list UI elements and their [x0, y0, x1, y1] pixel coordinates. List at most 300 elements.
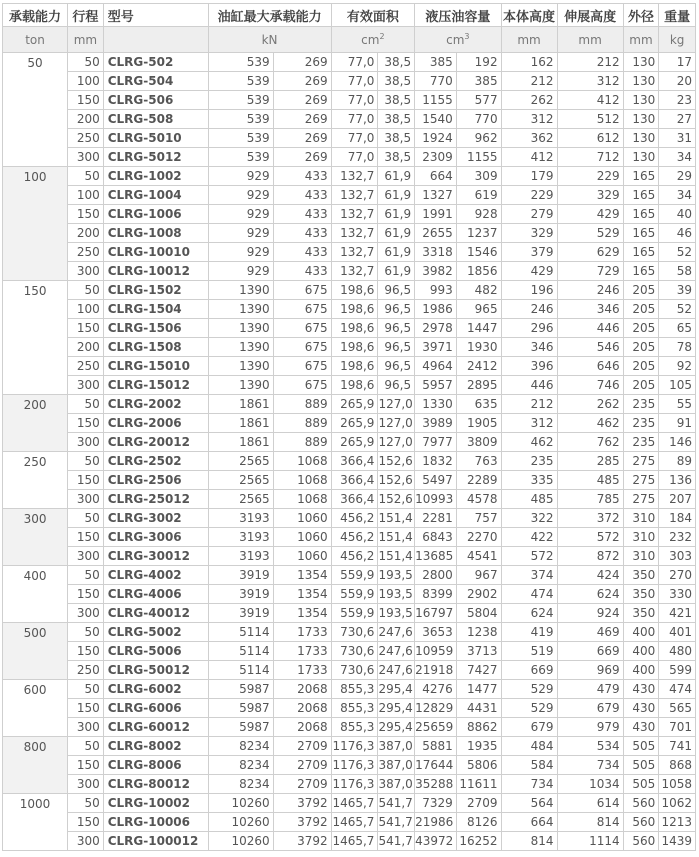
closed-height-cell: 446	[501, 376, 557, 395]
outer-dia-cell: 130	[623, 129, 659, 148]
unit-oil	[415, 27, 502, 53]
stroke-cell: 150	[68, 205, 104, 224]
capacity-cell: 250	[3, 452, 68, 509]
area-pull-cell: 247,6	[378, 661, 415, 680]
closed-height-cell: 669	[501, 661, 557, 680]
weight-cell: 741	[659, 737, 696, 756]
stroke-cell: 150	[68, 642, 104, 661]
closed-height-cell: 734	[501, 775, 557, 794]
area-pull-cell: 61,9	[378, 205, 415, 224]
closed-height-cell: 519	[501, 642, 557, 661]
oil-pull-cell: 967	[456, 566, 501, 585]
oil-pull-cell: 1930	[456, 338, 501, 357]
closed-height-cell: 329	[501, 224, 557, 243]
area-pull-cell: 61,9	[378, 262, 415, 281]
oil-push-cell: 6843	[415, 528, 457, 547]
outer-dia-cell: 430	[623, 699, 659, 718]
area-push-cell: 198,6	[331, 281, 378, 300]
outer-dia-cell: 560	[623, 813, 659, 832]
header-row	[3, 4, 696, 27]
outer-dia-cell: 165	[623, 186, 659, 205]
outer-dia-cell: 430	[623, 718, 659, 737]
closed-height-cell: 379	[501, 243, 557, 262]
max-load-pull-cell: 269	[273, 110, 331, 129]
area-pull-cell: 38,5	[378, 72, 415, 91]
weight-cell: 868	[659, 756, 696, 775]
weight-cell: 31	[659, 129, 696, 148]
closed-height-cell: 679	[501, 718, 557, 737]
header-oil: 液压油容量	[415, 4, 502, 27]
max-load-push-cell: 929	[208, 167, 273, 186]
stroke-cell: 50	[68, 281, 104, 300]
max-load-push-cell: 539	[208, 148, 273, 167]
weight-cell: 46	[659, 224, 696, 243]
stroke-cell: 300	[68, 433, 104, 452]
stroke-cell: 300	[68, 262, 104, 281]
table-row	[3, 680, 696, 699]
max-load-pull-cell: 1733	[273, 623, 331, 642]
oil-pull-cell: 8126	[456, 813, 501, 832]
capacity-cell: 200	[3, 395, 68, 452]
table-row	[3, 699, 696, 718]
oil-push-cell: 17644	[415, 756, 457, 775]
closed-height-cell: 396	[501, 357, 557, 376]
area-pull-cell: 193,5	[378, 585, 415, 604]
outer-dia-cell: 275	[623, 452, 659, 471]
stroke-cell: 250	[68, 357, 104, 376]
oil-pull-cell: 309	[456, 167, 501, 186]
oil-pull-cell: 7427	[456, 661, 501, 680]
table-row	[3, 452, 696, 471]
area-push-cell: 1465,7	[331, 794, 378, 813]
stroke-cell: 300	[68, 604, 104, 623]
header-model: 型号	[103, 4, 208, 27]
stroke-cell: 150	[68, 756, 104, 775]
max-load-push-cell: 10260	[208, 832, 273, 851]
weight-cell: 92	[659, 357, 696, 376]
max-load-pull-cell: 433	[273, 243, 331, 262]
max-load-push-cell: 539	[208, 91, 273, 110]
max-load-pull-cell: 2068	[273, 718, 331, 737]
max-load-push-cell: 8234	[208, 756, 273, 775]
extended-height-cell: 529	[557, 224, 623, 243]
extended-height-cell: 746	[557, 376, 623, 395]
model-cell: CLRG-8006	[103, 756, 208, 775]
oil-push-cell: 385	[415, 53, 457, 72]
model-cell: CLRG-6006	[103, 699, 208, 718]
extended-height-cell: 312	[557, 72, 623, 91]
oil-pull-cell: 4431	[456, 699, 501, 718]
weight-cell: 565	[659, 699, 696, 718]
oil-push-cell: 21918	[415, 661, 457, 680]
max-load-push-cell: 1390	[208, 338, 273, 357]
table-row	[3, 414, 696, 433]
max-load-push-cell: 1861	[208, 414, 273, 433]
weight-cell: 55	[659, 395, 696, 414]
area-pull-cell: 151,4	[378, 547, 415, 566]
oil-pull-cell: 3713	[456, 642, 501, 661]
max-load-pull-cell: 1068	[273, 452, 331, 471]
max-load-pull-cell: 675	[273, 281, 331, 300]
area-pull-cell: 193,5	[378, 566, 415, 585]
closed-height-cell: 346	[501, 338, 557, 357]
oil-push-cell: 2281	[415, 509, 457, 528]
table-row	[3, 281, 696, 300]
oil-push-cell: 1540	[415, 110, 457, 129]
capacity-cell: 100	[3, 167, 68, 281]
max-load-pull-cell: 1060	[273, 528, 331, 547]
oil-pull-cell: 1905	[456, 414, 501, 433]
weight-cell: 136	[659, 471, 696, 490]
oil-pull-cell: 962	[456, 129, 501, 148]
area-push-cell: 265,9	[331, 414, 378, 433]
model-cell: CLRG-15012	[103, 376, 208, 395]
capacity-cell: 800	[3, 737, 68, 794]
model-cell: CLRG-8002	[103, 737, 208, 756]
max-load-push-cell: 1390	[208, 300, 273, 319]
weight-cell: 701	[659, 718, 696, 737]
unit-area-base: cm	[361, 33, 380, 47]
stroke-cell: 50	[68, 167, 104, 186]
max-load-pull-cell: 1733	[273, 642, 331, 661]
table-row	[3, 338, 696, 357]
closed-height-cell: 312	[501, 110, 557, 129]
max-load-pull-cell: 269	[273, 148, 331, 167]
weight-cell: 34	[659, 148, 696, 167]
area-pull-cell: 541,7	[378, 813, 415, 832]
oil-pull-cell: 1447	[456, 319, 501, 338]
max-load-pull-cell: 889	[273, 395, 331, 414]
outer-dia-cell: 165	[623, 205, 659, 224]
stroke-cell: 250	[68, 129, 104, 148]
extended-height-cell: 629	[557, 243, 623, 262]
max-load-push-cell: 5987	[208, 699, 273, 718]
extended-height-cell: 429	[557, 205, 623, 224]
max-load-pull-cell: 1060	[273, 509, 331, 528]
cylinder-spec-table	[2, 3, 696, 851]
outer-dia-cell: 165	[623, 167, 659, 186]
area-pull-cell: 127,0	[378, 395, 415, 414]
stroke-cell: 300	[68, 718, 104, 737]
stroke-cell: 150	[68, 414, 104, 433]
header-closed-height: 本体高度	[501, 4, 557, 27]
table-row	[3, 604, 696, 623]
table-row	[3, 300, 696, 319]
weight-cell: 40	[659, 205, 696, 224]
extended-height-cell: 734	[557, 756, 623, 775]
table-row	[3, 547, 696, 566]
outer-dia-cell: 165	[623, 224, 659, 243]
stroke-cell: 50	[68, 680, 104, 699]
weight-cell: 599	[659, 661, 696, 680]
area-push-cell: 855,3	[331, 699, 378, 718]
closed-height-cell: 529	[501, 699, 557, 718]
stroke-cell: 150	[68, 471, 104, 490]
extended-height-cell: 469	[557, 623, 623, 642]
outer-dia-cell: 400	[623, 661, 659, 680]
area-push-cell: 1465,7	[331, 813, 378, 832]
model-cell: CLRG-5010	[103, 129, 208, 148]
max-load-pull-cell: 433	[273, 205, 331, 224]
oil-push-cell: 1327	[415, 186, 457, 205]
area-pull-cell: 61,9	[378, 186, 415, 205]
closed-height-cell: 196	[501, 281, 557, 300]
model-cell: CLRG-1006	[103, 205, 208, 224]
closed-height-cell: 212	[501, 72, 557, 91]
extended-height-cell: 546	[557, 338, 623, 357]
table-row	[3, 718, 696, 737]
oil-push-cell: 4964	[415, 357, 457, 376]
max-load-push-cell: 929	[208, 205, 273, 224]
model-cell: CLRG-10012	[103, 262, 208, 281]
capacity-cell: 400	[3, 566, 68, 623]
model-cell: CLRG-504	[103, 72, 208, 91]
extended-height-cell: 924	[557, 604, 623, 623]
area-pull-cell: 61,9	[378, 224, 415, 243]
area-push-cell: 265,9	[331, 433, 378, 452]
max-load-pull-cell: 1354	[273, 566, 331, 585]
max-load-push-cell: 1861	[208, 395, 273, 414]
weight-cell: 52	[659, 300, 696, 319]
max-load-pull-cell: 3792	[273, 832, 331, 851]
weight-cell: 39	[659, 281, 696, 300]
header-capacity: 承载能力	[3, 4, 68, 27]
oil-push-cell: 16797	[415, 604, 457, 623]
table-row	[3, 376, 696, 395]
max-load-push-cell: 539	[208, 129, 273, 148]
stroke-cell: 300	[68, 376, 104, 395]
weight-cell: 23	[659, 91, 696, 110]
outer-dia-cell: 350	[623, 604, 659, 623]
model-cell: CLRG-1504	[103, 300, 208, 319]
oil-push-cell: 3982	[415, 262, 457, 281]
extended-height-cell: 679	[557, 699, 623, 718]
table-row	[3, 262, 696, 281]
weight-cell: 146	[659, 433, 696, 452]
max-load-push-cell: 5114	[208, 623, 273, 642]
outer-dia-cell: 505	[623, 775, 659, 794]
closed-height-cell: 179	[501, 167, 557, 186]
oil-pull-cell: 3809	[456, 433, 501, 452]
oil-push-cell: 7329	[415, 794, 457, 813]
oil-pull-cell: 4578	[456, 490, 501, 509]
oil-pull-cell: 192	[456, 53, 501, 72]
unit-capacity: ton	[3, 27, 68, 53]
stroke-cell: 100	[68, 300, 104, 319]
oil-pull-cell: 11611	[456, 775, 501, 794]
area-pull-cell: 38,5	[378, 110, 415, 129]
area-pull-cell: 38,5	[378, 129, 415, 148]
stroke-cell: 50	[68, 566, 104, 585]
area-pull-cell: 96,5	[378, 357, 415, 376]
oil-push-cell: 2978	[415, 319, 457, 338]
oil-pull-cell: 8862	[456, 718, 501, 737]
weight-cell: 27	[659, 110, 696, 129]
max-load-push-cell: 1390	[208, 376, 273, 395]
area-push-cell: 77,0	[331, 72, 378, 91]
stroke-cell: 50	[68, 737, 104, 756]
max-load-push-cell: 2565	[208, 452, 273, 471]
model-cell: CLRG-6002	[103, 680, 208, 699]
model-cell: CLRG-10010	[103, 243, 208, 262]
closed-height-cell: 279	[501, 205, 557, 224]
oil-pull-cell: 2412	[456, 357, 501, 376]
capacity-cell: 1000	[3, 794, 68, 851]
outer-dia-cell: 235	[623, 433, 659, 452]
area-push-cell: 265,9	[331, 395, 378, 414]
model-cell: CLRG-1002	[103, 167, 208, 186]
extended-height-cell: 462	[557, 414, 623, 433]
area-pull-cell: 127,0	[378, 414, 415, 433]
area-push-cell: 559,9	[331, 604, 378, 623]
max-load-push-cell: 10260	[208, 794, 273, 813]
area-push-cell: 198,6	[331, 376, 378, 395]
oil-pull-cell: 1155	[456, 148, 501, 167]
model-cell: CLRG-3002	[103, 509, 208, 528]
weight-cell: 474	[659, 680, 696, 699]
outer-dia-cell: 205	[623, 300, 659, 319]
oil-pull-cell: 635	[456, 395, 501, 414]
stroke-cell: 150	[68, 699, 104, 718]
model-cell: CLRG-5006	[103, 642, 208, 661]
area-push-cell: 77,0	[331, 110, 378, 129]
oil-pull-cell: 763	[456, 452, 501, 471]
max-load-pull-cell: 1068	[273, 471, 331, 490]
table-row	[3, 471, 696, 490]
max-load-pull-cell: 2068	[273, 680, 331, 699]
outer-dia-cell: 205	[623, 281, 659, 300]
table-row	[3, 832, 696, 851]
oil-pull-cell: 1237	[456, 224, 501, 243]
max-load-pull-cell: 675	[273, 357, 331, 376]
outer-dia-cell: 130	[623, 148, 659, 167]
outer-dia-cell: 400	[623, 623, 659, 642]
max-load-pull-cell: 675	[273, 300, 331, 319]
oil-push-cell: 43972	[415, 832, 457, 851]
area-push-cell: 366,4	[331, 452, 378, 471]
weight-cell: 1213	[659, 813, 696, 832]
oil-pull-cell: 2709	[456, 794, 501, 813]
oil-push-cell: 993	[415, 281, 457, 300]
max-load-push-cell: 2565	[208, 471, 273, 490]
outer-dia-cell: 130	[623, 72, 659, 91]
area-push-cell: 132,7	[331, 186, 378, 205]
oil-pull-cell: 770	[456, 110, 501, 129]
max-load-push-cell: 2565	[208, 490, 273, 509]
table-row	[3, 813, 696, 832]
table-row	[3, 319, 696, 338]
table-row	[3, 395, 696, 414]
stroke-cell: 200	[68, 338, 104, 357]
max-load-push-cell: 1390	[208, 281, 273, 300]
weight-cell: 78	[659, 338, 696, 357]
outer-dia-cell: 130	[623, 91, 659, 110]
unit-oil-base: cm	[446, 33, 465, 47]
closed-height-cell: 296	[501, 319, 557, 338]
max-load-push-cell: 929	[208, 186, 273, 205]
outer-dia-cell: 560	[623, 794, 659, 813]
max-load-pull-cell: 269	[273, 91, 331, 110]
oil-pull-cell: 2902	[456, 585, 501, 604]
oil-push-cell: 5881	[415, 737, 457, 756]
area-pull-cell: 151,4	[378, 528, 415, 547]
closed-height-cell: 484	[501, 737, 557, 756]
closed-height-cell: 474	[501, 585, 557, 604]
area-pull-cell: 96,5	[378, 319, 415, 338]
area-pull-cell: 61,9	[378, 243, 415, 262]
max-load-pull-cell: 889	[273, 414, 331, 433]
table-row	[3, 91, 696, 110]
oil-pull-cell: 1238	[456, 623, 501, 642]
max-load-push-cell: 5114	[208, 642, 273, 661]
area-pull-cell: 38,5	[378, 148, 415, 167]
max-load-pull-cell: 1354	[273, 585, 331, 604]
unit-weight: kg	[659, 27, 696, 53]
area-push-cell: 1176,3	[331, 737, 378, 756]
weight-cell: 1062	[659, 794, 696, 813]
oil-push-cell: 5497	[415, 471, 457, 490]
table-row	[3, 661, 696, 680]
model-cell: CLRG-40012	[103, 604, 208, 623]
area-push-cell: 730,6	[331, 623, 378, 642]
max-load-pull-cell: 269	[273, 53, 331, 72]
oil-push-cell: 664	[415, 167, 457, 186]
weight-cell: 232	[659, 528, 696, 547]
table-row	[3, 794, 696, 813]
unit-area-exp: 2	[379, 32, 385, 41]
area-push-cell: 366,4	[331, 471, 378, 490]
oil-push-cell: 2309	[415, 148, 457, 167]
table-body	[3, 53, 696, 851]
outer-dia-cell: 235	[623, 395, 659, 414]
oil-pull-cell: 757	[456, 509, 501, 528]
outer-dia-cell: 310	[623, 528, 659, 547]
stroke-cell: 250	[68, 661, 104, 680]
max-load-push-cell: 1861	[208, 433, 273, 452]
stroke-cell: 100	[68, 186, 104, 205]
table-row	[3, 243, 696, 262]
oil-pull-cell: 2289	[456, 471, 501, 490]
outer-dia-cell: 205	[623, 376, 659, 395]
oil-push-cell: 3318	[415, 243, 457, 262]
table-row	[3, 566, 696, 585]
outer-dia-cell: 350	[623, 585, 659, 604]
max-load-push-cell: 1390	[208, 319, 273, 338]
model-cell: CLRG-502	[103, 53, 208, 72]
stroke-cell: 50	[68, 509, 104, 528]
model-cell: CLRG-5002	[103, 623, 208, 642]
area-pull-cell: 152,6	[378, 490, 415, 509]
model-cell: CLRG-2002	[103, 395, 208, 414]
extended-height-cell: 346	[557, 300, 623, 319]
model-cell: CLRG-1008	[103, 224, 208, 243]
header-weight: 重量	[659, 4, 696, 27]
closed-height-cell: 584	[501, 756, 557, 775]
weight-cell: 105	[659, 376, 696, 395]
unit-row	[3, 27, 696, 53]
oil-push-cell: 10993	[415, 490, 457, 509]
area-push-cell: 1176,3	[331, 775, 378, 794]
max-load-pull-cell: 3792	[273, 813, 331, 832]
outer-dia-cell: 205	[623, 319, 659, 338]
table-row	[3, 775, 696, 794]
unit-stroke: mm	[68, 27, 104, 53]
area-push-cell: 730,6	[331, 642, 378, 661]
closed-height-cell: 564	[501, 794, 557, 813]
extended-height-cell: 872	[557, 547, 623, 566]
closed-height-cell: 572	[501, 547, 557, 566]
model-cell: CLRG-15010	[103, 357, 208, 376]
